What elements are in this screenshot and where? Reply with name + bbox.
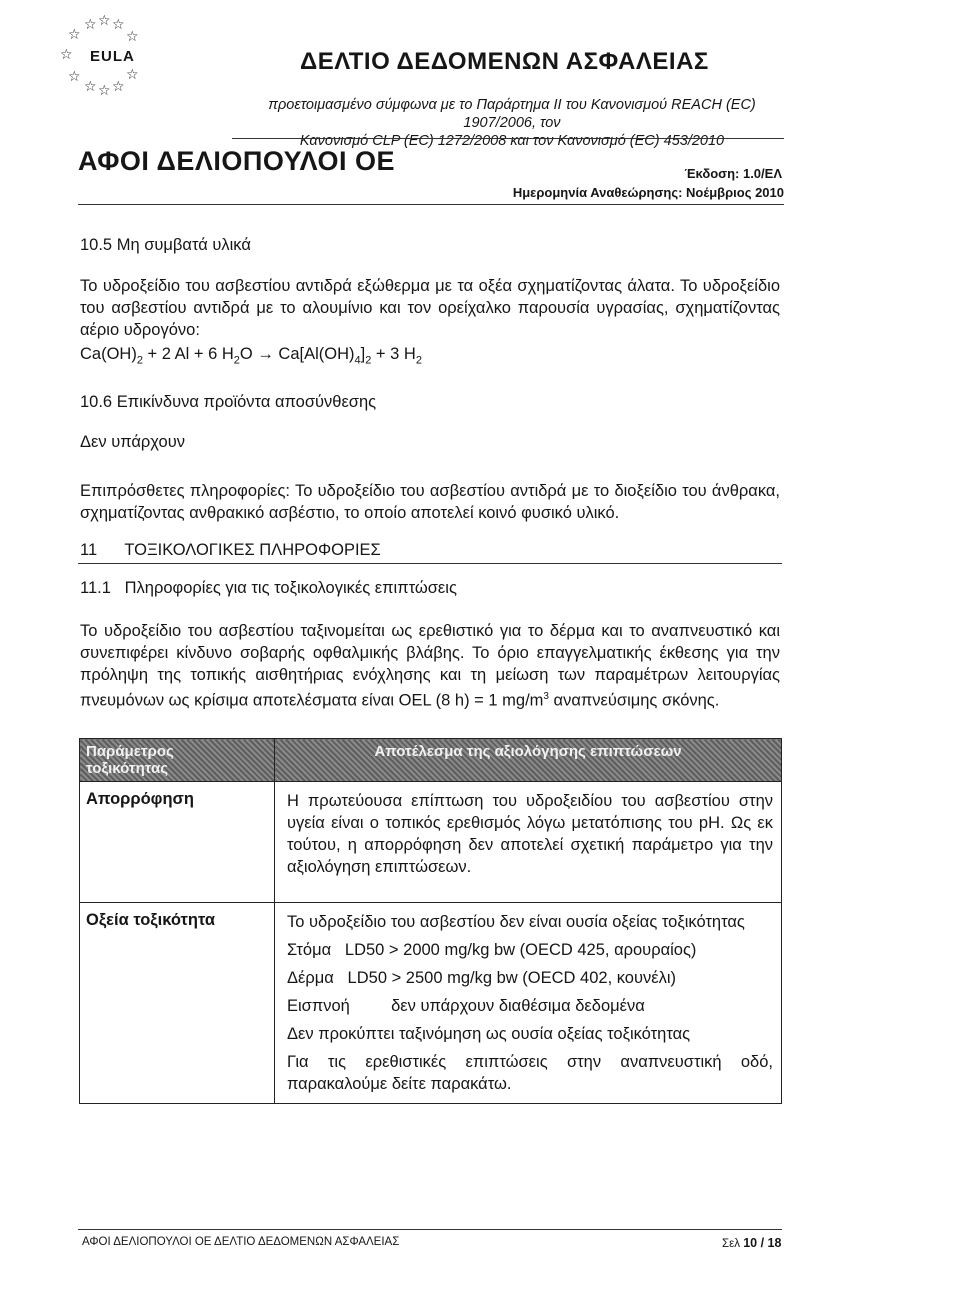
- star-icon: ☆: [112, 79, 125, 95]
- star-icon: ☆: [68, 27, 81, 43]
- row-label: Απορρόφηση: [80, 782, 275, 903]
- section-10-5-text: Το υδροξείδιο του ασβεστίου αντιδρά εξώθερμα με τα οξέα σχηματίζοντας άλατα. Το υδροξείδιο του ασβεστίου αντιδρά με το αλουμίνιο και τον ορείχαλκο παρουσία υγρασίας, σχηματίζοντας αέριο υδρογόνο:: [80, 277, 780, 339]
- star-icon: ☆: [126, 67, 139, 83]
- header-rule: [232, 138, 784, 139]
- revision-date: Ημερομηνία Αναθεώρησης: Νοέμβριος 2010: [512, 185, 784, 200]
- section-11-1-text: Το υδροξείδιο του ασβεστίου ταξινομείται ως ερεθιστικό για το δέρμα και το αναπνευστικό και συνεπιφέρει κίνδυνο σοβαρής οφθαλμικής βλάβης. Το όριο επαγγελματικής έκθεσης για την πρόληψη της τοπικής αισθητήριας ενόχλησης και τη μείωση των παραμέτρων λειτουργίας πνευμόνων ως κρίσιμα αποτελέσματα είναι OEL (8 h) = 1 $mg/m^3$ αναπνεύσιμης σκόνης.: [80, 622, 780, 710]
- star-icon: ☆: [84, 17, 97, 33]
- star-icon: ☆: [60, 47, 73, 63]
- eula-logo: [46, 13, 166, 118]
- column-header-parameter: Παράμετρος τοξικότητας: [80, 739, 275, 782]
- footer-text: ΑΦΟΙ ΔΕΛΙΟΠΟΥΛΟΙ ΟΕ ΔΕΛΤΙΟ ΔΕΔΟΜΕΝΩΝ ΑΣΦΑΛΕΙΑΣ: [82, 1236, 400, 1248]
- section-rule: [78, 563, 782, 564]
- footer-rule: [78, 1229, 782, 1230]
- star-icon: ☆: [84, 79, 97, 95]
- section-11-heading: 11 ΤΟΞΙΚΟΛΟΓΙΚΕΣ ΠΛΗΡΟΦΟΡΙΕΣ: [80, 541, 381, 559]
- page-number: Σελ 10 / 18: [722, 1236, 782, 1250]
- logo-text: EULA: [90, 48, 135, 65]
- star-icon: ☆: [98, 83, 111, 99]
- section-11-1-heading: 11.1 Πληροφορίες για τις τοξικολογικές επιπτώσεις: [80, 579, 457, 597]
- section-10-6-heading: 10.6 Επικίνδυνα προϊόντα αποσύνθεσης: [80, 393, 377, 411]
- table-row: [80, 903, 782, 1104]
- row-text: Η πρωτεύουσα επίπτωση του υδροξειδίου του ασβεστίου στην υγεία είναι ο τοπικός ερεθισμός λόγω μετατόπισης του pH. Ως εκ τούτου, η απορρόφηση δεν αποτελεί σχετική παράμετρο για την αξιολόγηση επιπτώσεων.: [275, 782, 782, 903]
- section-10-5-heading: 10.5 Μη συμβατά υλικά: [80, 236, 251, 254]
- section-10-6-text: Δεν υπάρχουν: [80, 433, 185, 451]
- document-title: ΔΕΛΤΙΟ ΔΕΔΟΜΕΝΩΝ ΑΣΦΑΛΕΙΑΣ: [300, 48, 709, 75]
- row-label: Οξεία τοξικότητα: [80, 903, 275, 1104]
- header-rule: [78, 204, 784, 205]
- chemical-equation: $Ca(OH)_2 + 2$ Al + 6 $H_2O \to Ca[Al(OH)_4]_2 + 3$ $H_2$: [80, 345, 422, 367]
- column-header-result: Αποτέλεσμα της αξιολόγησης επιπτώσεων: [275, 739, 782, 782]
- regulation-subtitle: προετοιμασμένο σύμφωνα με το Παράρτημα ΙΙ του Κανονισμού REACH (EC) 1907/2006, τον Κανονισμό CLP (EC) 1272/2008 και τον Κανονισμό (EC) 453/2010: [268, 97, 756, 149]
- star-icon: ☆: [126, 29, 139, 45]
- star-icon: ☆: [68, 69, 81, 85]
- company-name: ΑΦΟΙ ΔΕΛΙΟΠΟΥΛΟΙ ΟΕ: [78, 146, 395, 176]
- table-header-row: [80, 739, 782, 782]
- additional-info-text: Επιπρόσθετες πληροφορίες: Το υδροξείδιο του ασβεστίου αντιδρά με το διοξείδιο του άνθρακα, σχηματίζοντας ανθρακικό ασβέστιο, το οποίο αποτελεί κοινό φυσικό υλικό.: [80, 482, 780, 522]
- row-text: Το υδροξείδιο του ασβεστίου δεν είναι ουσία οξείας τοξικότητας Στόμα LD50 > 2000 mg/kg bw (OECD 425, αρουραίος) Δέρμα LD50 > 2500 mg/kg bw (OECD 402, κουνέλι) Εισπνοή δεν υπάρχουν διαθέσιμα δεδομένα Δεν προκύπτει ταξινόμηση ως ουσία οξείας τοξικότητας Για τις ερεθιστικές επιπτώσεις στην αναπνευστική οδό, παρακαλούμε δείτε παρακάτω.: [275, 903, 782, 1104]
- version-label: Έκδοση: 1.0/ΕΛ: [684, 166, 782, 181]
- star-icon: ☆: [112, 17, 125, 33]
- toxicity-table: [79, 738, 782, 1104]
- table-row: [80, 782, 782, 903]
- star-icon: ☆: [98, 13, 111, 29]
